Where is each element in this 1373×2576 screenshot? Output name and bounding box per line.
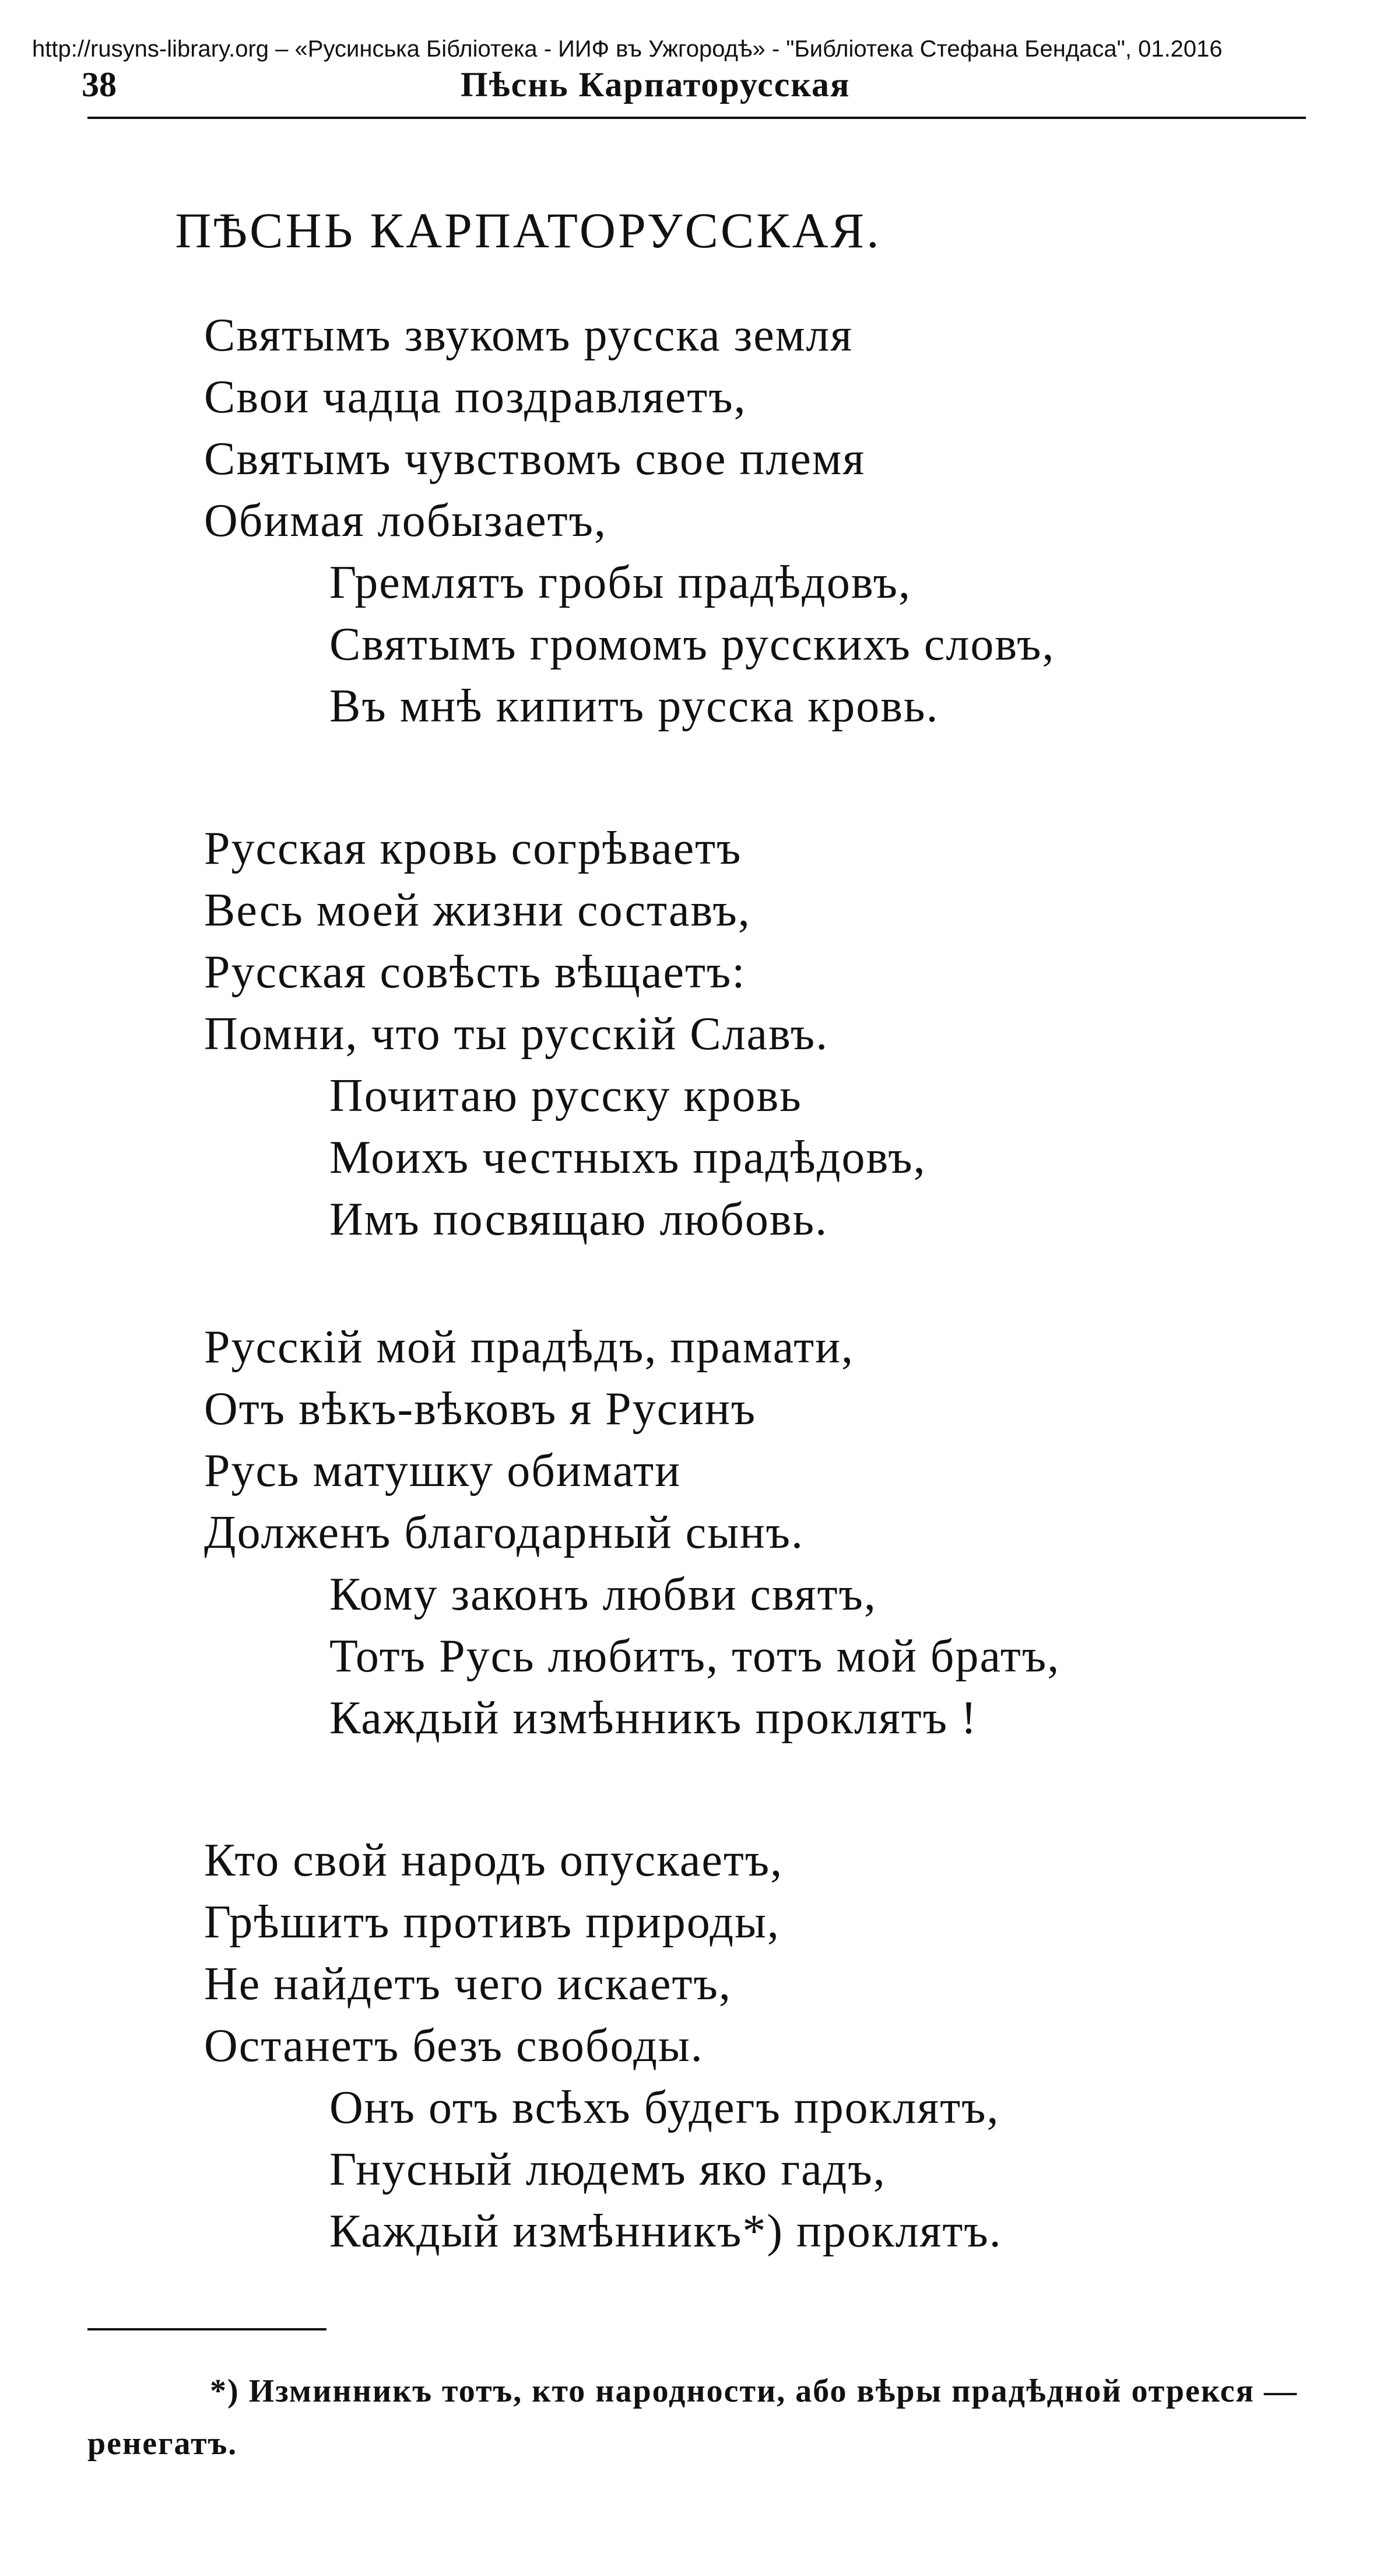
poem-line: Русскій мой прадѣдъ, прамати, [204, 1322, 854, 1373]
poem-line: Останетъ безъ свободы. [204, 2020, 704, 2072]
poem-line-indented: Онъ отъ всѣхъ будегъ проклятъ, [329, 2082, 1000, 2133]
poem-line: Кто свой народъ опускаетъ, [204, 1835, 784, 1886]
poem-line-indented: Каждый измѣнникъ проклятъ ! [329, 1692, 978, 1744]
poem-line-indented: Гремлятъ гробы прадѣдовъ, [329, 557, 911, 608]
poem-line: Отъ вѣкъ-вѣковъ я Русинъ [204, 1383, 757, 1435]
page-number: 38 [82, 65, 117, 104]
poem-line-indented: Почитаю русску кровь [329, 1070, 802, 1121]
poem-line-indented: Тотъ Русь любитъ, тотъ мой братъ, [329, 1631, 1061, 1682]
header-rule [87, 117, 1306, 119]
poem-line-indented: Святымъ громомъ русскихъ словъ, [329, 619, 1055, 670]
poem-line: Долженъ благодарный сынъ. [204, 1507, 805, 1558]
poem-line: Грѣшитъ противъ природы, [204, 1897, 780, 1948]
poem-line-indented: Моихъ честныхъ прадѣдовъ, [329, 1132, 926, 1183]
poem-line: Русская совѣсть вѣщаетъ: [204, 947, 746, 998]
footnote: *) Изминникъ тотъ, кто народности, або вѣры прадѣдной отрекся — ренегатъ. [87, 2373, 1298, 2462]
footnote-rule [87, 2328, 326, 2330]
poem-line-indented: Каждый измѣнникъ*) проклятъ. [329, 2206, 1002, 2257]
source-url-line: http://rusyns-library.org – «Русинська Бібліотека - ИИФ въ Ужгородѣ» - "Библіотека Стефана Бендаса", 01.2016 [32, 36, 1223, 62]
poem-line: Свои чадца поздравляетъ, [204, 371, 747, 423]
poem-line: Помни, что ты русскій Славъ. [204, 1008, 829, 1060]
poem-title: ПѢСНЬ КАРПАТОРУССКАЯ. [175, 202, 882, 258]
poem-line: Весь моей жизни составъ, [204, 885, 751, 936]
poem-line-indented: Въ мнѣ кипитъ русска кровь. [329, 681, 939, 732]
poem-line-indented: Имъ посвящаю любовь. [329, 1194, 828, 1245]
poem-line-indented: Гнусный людемъ яко гадъ, [329, 2144, 886, 2195]
poem-line-indented: Кому законъ любви святъ, [329, 1569, 877, 1620]
poem-line: Святымъ звукомъ русска земля [204, 310, 854, 361]
poem-line: Русская кровь согрѣваетъ [204, 823, 742, 874]
poem-line: Не найдетъ чего искаетъ, [204, 1958, 732, 2010]
poem-line: Русь матушку обимати [204, 1445, 682, 1496]
poem-line: Святымъ чувствомъ свое племя [204, 433, 866, 485]
poem-line: Обимая лобызаетъ, [204, 495, 607, 546]
running-head: Пѣснь Карпаторусская [461, 65, 851, 104]
